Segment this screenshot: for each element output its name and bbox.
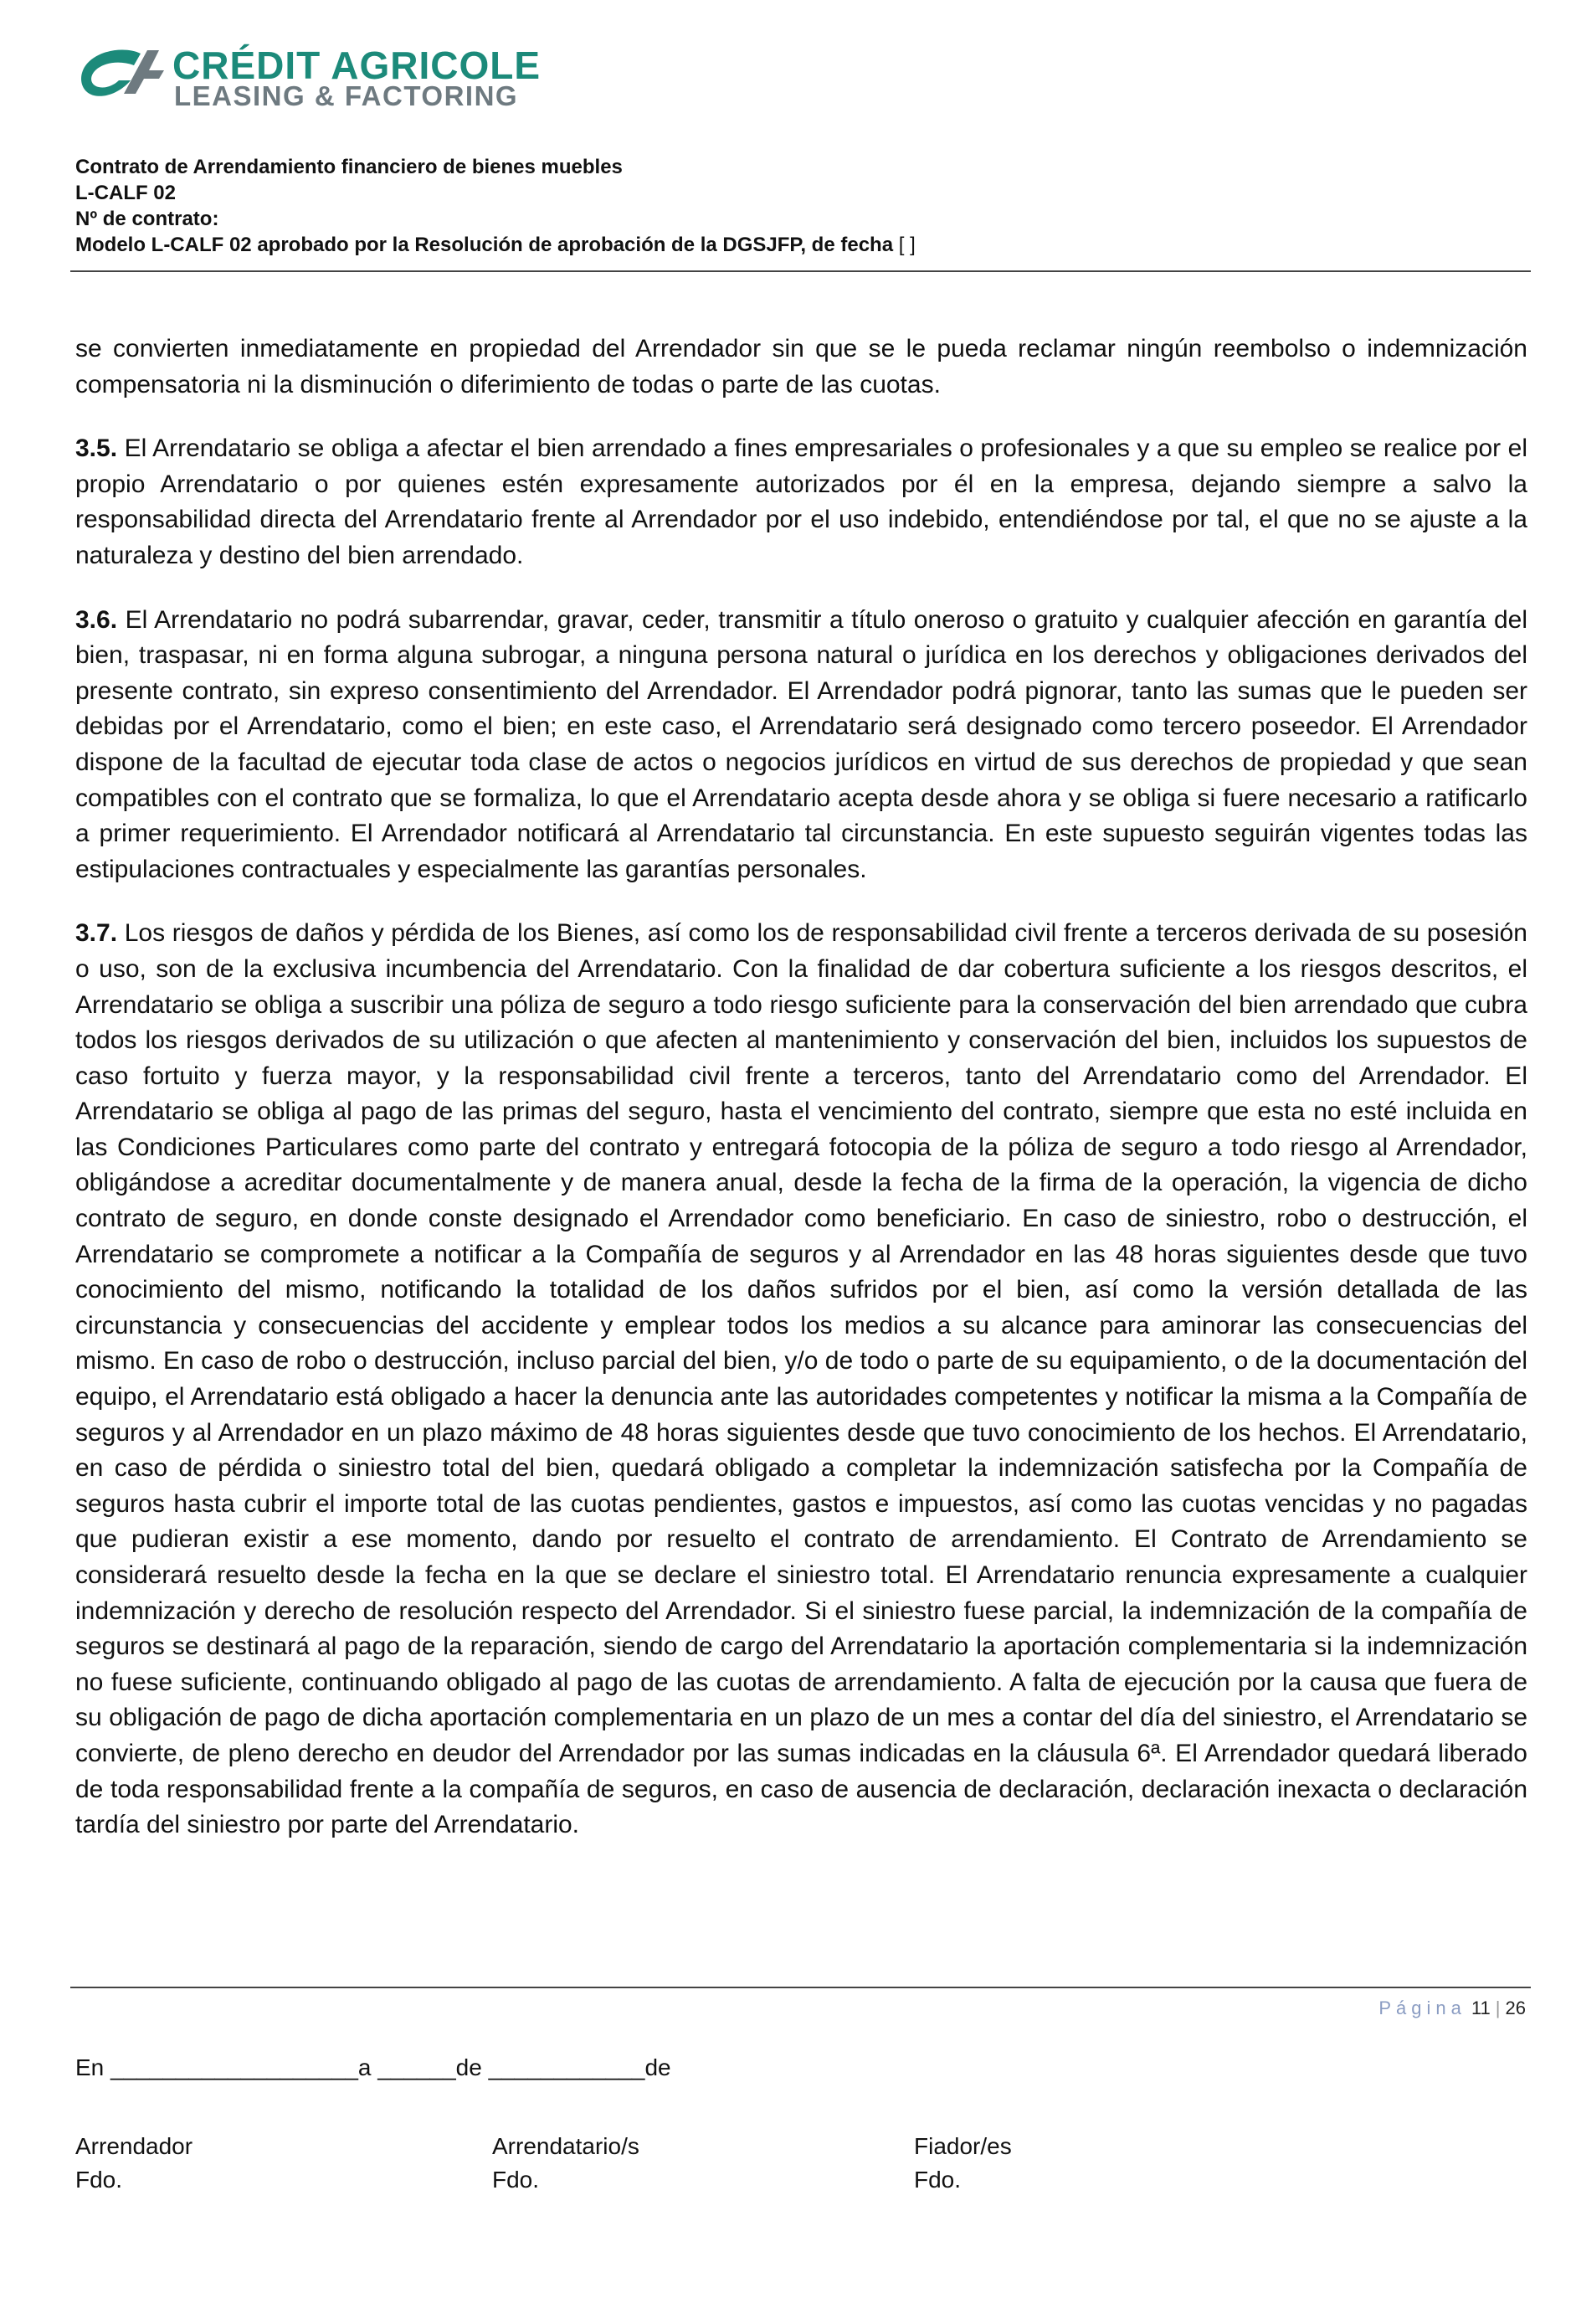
header-date-brackets: [ ] [898, 234, 916, 256]
page-label: Página [1378, 1998, 1466, 2018]
clause-text: El Arrendatario se obliga a afectar el bien arrendado a fines empresariales o profesionales y a que su empleo se realice por el propio Arrendatario o por quienes estén expresamente autorizados por él en la empresa, dejando siempre a salvo la responsabilidad directa del Arrendatario frente al Arrendador por el uso indebido, entendiéndose por tal, el que no se ajuste a la naturaleza y destino del bien arrendado. [75, 434, 1527, 569]
paragraph-continuation: se convierten inmediatamente en propiedad del Arrendador sin que se le pueda reclamar ningún reembolso o indemnización compensatoria ni la disminución o diferimiento de todas o parte de las cuotas. [75, 335, 1527, 398]
footer-divider [70, 1987, 1531, 1988]
header-title: Contrato de Arrendamiento financiero de bienes muebles [75, 156, 623, 178]
header-divider [70, 270, 1531, 272]
place-date-line: En ___________________a ______de ____________de [75, 2054, 671, 2080]
page-total: 26 [1505, 1998, 1526, 2018]
logo-line-1: CRÉDIT AGRICOLE [172, 44, 542, 87]
header-code: L-CALF 02 [75, 182, 176, 204]
credit-agricole-logo-icon [75, 44, 167, 111]
signature-block-fiador [914, 2130, 1012, 2197]
signature-block-arrendatario [492, 2130, 639, 2197]
page-number [1378, 1998, 1526, 2019]
clause-text: El Arrendatario no podrá subarrendar, gravar, ceder, transmitir a título oneroso o gratuito y cualquier afección en garantía del bien, traspasar, ni en forma alguna subrogar, a ninguna persona natural o jurídica en los derechos y obligaciones derivados del presente contrato, sin expreso consentimiento del Arrendador. El Arrendador podrá pignorar, tanto las sumas que le pueden ser debidas por el Arrendatario, como el bien; en este caso, el Arrendatario será designado como tercero poseedor. El Arrendador dispone de la facultad de ejecutar toda clase de actos o negocios jurídicos en virtud de sus derechos de propiedad y que sean compatibles con el contrato que se formaliza, lo que el Arrendatario acepta desde ahora y se obliga si fuere necesario a ratificarlo a primer requerimiento. El Arrendador notificará al Arrendatario tal circunstancia. En este supuesto seguirán vigentes todas las estipulaciones contractuales y especialmente las garantías personales. [75, 605, 1527, 883]
header-model-line [75, 232, 1528, 258]
page-current: 11 [1471, 1998, 1491, 2018]
clause-text: Los riesgos de daños y pérdida de los Bienes, así como los de responsabilidad civil frente a terceros derivada de su posesión o uso, son de la exclusiva incumbencia del Arrendatario. Con la finalidad de dar cobertura suficiente a los riesgos descritos, el Arrendatario se obliga a suscribir una póliza de seguro a todo riesgo suficiente para la conservación del bien arrendado que cubra todos los riesgos derivados de su utilización o que afecten al mantenimiento y conservación del bien, incluidos los supuestos de caso fortuito y fuerza mayor, y la responsabilidad civil frente a terceros, tanto del Arrendatario como del Arrendador. El Arrendatario se obliga al pago de las primas del seguro, hasta el vencimiento del contrato, siempre que esta no esté incluida en las Condiciones Particulares como parte del contrato y entregará fotocopia de la póliza de seguro a todo riesgo al Arrendador, obligándose a acreditar documentalmente y de manera anual, desde la fecha de la firma de la operación, la vigencia de dicho contrato de seguro, en donde conste designado el Arrendador como beneficiario. En caso de siniestro, robo o destrucción, el Arrendatario se compromete a notificar a la Compañía de seguros y al Arrendador en las 48 horas siguientes desde que tuvo conocimiento del mismo, notificando la totalidad de los daños sufridos por el bien, así como la versión detallada de las circunstancia y consecuencias del accidente y emplear todos los medios a su alcance para aminorar las consecuencias del mismo. En caso de robo o destrucción, incluso parcial del bien, y/o de todo o parte de su equipamiento, o de la documentación del equipo, el Arrendatario está obligado a hacer la denuncia ante las autoridades competentes y notificar la misma a la Compañía de seguros y al Arrendador en un plazo máximo de 48 horas siguientes desde que tuvo conocimiento de los hechos. El Arrendatario, en caso de pérdida o siniestro total del bien, quedará obligado a completar la indemnización satisfecha por la Compañía de seguros hasta cubrir el importe total de las cuotas pendientes, gastos e impuestos, así como las cuotas vencidas y no pagadas que pudieran existir a ese momento, dando por resuelto el contrato de arrendamiento. El Contrato de Arrendamiento se considerará resuelto desde la fecha en la que se declare el siniestro total. El Arrendatario renuncia expresamente a cualquier indemnización y derecho de resolución respecto del Arrendador. Si el siniestro fuese parcial, la indemnización de la compañía de seguros se destinará al pago de la reparación, siendo de cargo del Arrendatario la aportación complementaria si la indemnización no fuese suficiente, continuando obligado al pago de las cuotas de arrendamiento. A falta de ejecución por la causa que fuera de su obligación de pago de dicha aportación complementaria en un plazo de un mes a contar del día del siniestro, el Arrendatario se convierte, de pleno derecho en deudor del Arrendador por las sumas indicadas en la cláusula 6ª. El Arrendador quedará liberado de toda responsabilidad frente a la compañía de seguros, en caso de ausencia de declaración, declaración inexacta o declaración tardía del siniestro por parte del Arrendatario. [75, 919, 1527, 1839]
signature-role: Fiador/es [914, 2133, 1012, 2159]
signature-role: Arrendatario/s [492, 2133, 639, 2159]
signature-fdo: Fdo. [492, 2167, 540, 2193]
document-header [75, 154, 1528, 258]
clause-3-5 [75, 431, 1527, 573]
signature-fdo: Fdo. [914, 2167, 962, 2193]
header-model-text: Modelo L-CALF 02 aprobado por la Resolución de aprobación de la DGSJFP, de fecha [75, 234, 894, 256]
contract-body [75, 332, 1527, 1872]
signature-block-arrendador [75, 2130, 193, 2197]
header-contract-number: Nº de contrato: [75, 208, 219, 230]
clause-3-6 [75, 603, 1527, 888]
clause-number: 3.5. [75, 434, 118, 463]
clause-3-7 [75, 916, 1527, 1843]
company-logo [75, 44, 578, 111]
signature-role: Arrendador [75, 2133, 193, 2159]
page-separator: | [1495, 1998, 1501, 2018]
clause-number: 3.6. [75, 605, 118, 634]
signature-fdo: Fdo. [75, 2167, 123, 2193]
clause-number: 3.7. [75, 919, 118, 948]
logo-line-2: LEASING & FACTORING [174, 80, 519, 111]
